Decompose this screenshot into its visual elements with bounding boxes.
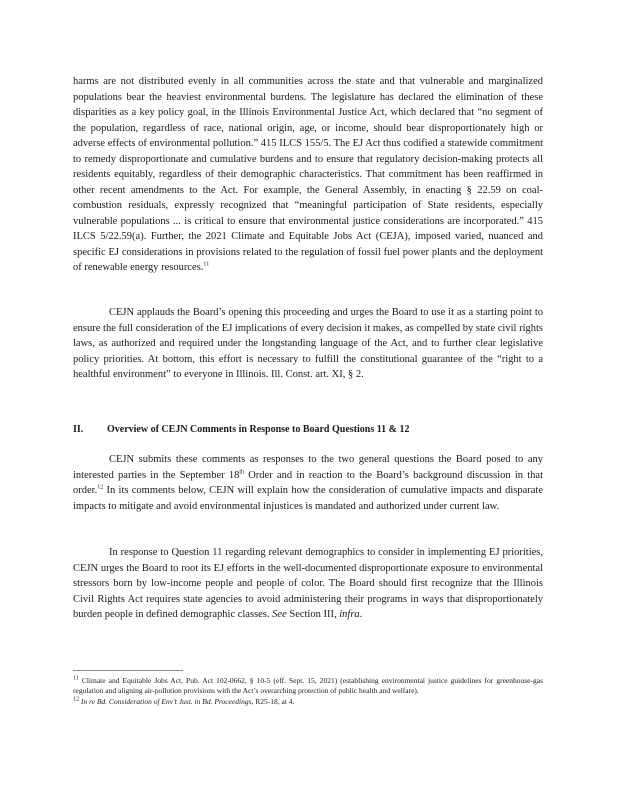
citation-signal: See xyxy=(272,609,287,620)
paragraph-text: CEJN applauds the Board’s opening this proceeding and urges the Board to use it as a starting point to ensure the full consideration of the EJ implications of every decision it makes, as compelled by state civil rights laws, as authorized and required under the longstanding language of the Act, and to further clear legislative policy priorities. At bottom, this effort is necessary to fulfill the constitutional guarantee of the “right to a healthful environment” to everyone in Illinois. Ill. Const. art. XI, § 2. xyxy=(73,307,543,380)
footnote-ref-11[interactable]: 11 xyxy=(203,261,210,268)
body-paragraph-cejn-applauds xyxy=(73,305,543,383)
body-paragraph-question-11: In response to Question 11 regarding relevant demographics to consider in implementing EJ priorities, CEJN urges the Board to root its EJ efforts in the well-documented disproportionate exposure to environmental stressors born by low-income people and people of color. The Board should first recognize that the Illinois Civil Rights Act requires state agencies to avoid administering their programs in ways that disproportionately burden people in defined demographic classes. See Section III, infra. xyxy=(73,547,543,620)
ordinal-suffix: th xyxy=(239,469,244,475)
footnote-mark: 12 xyxy=(73,696,79,703)
body-paragraph-cejn-submits xyxy=(73,452,543,514)
paragraph-text: In its comments below, CEJN will explain how the consideration of cumulative impacts and disparate impacts to mitigate and avoid environmental injustices is mandated and authorized under current law. xyxy=(73,485,543,512)
section-number: II. xyxy=(73,424,84,435)
paragraph-text: Order and in reaction to the Board’s background discussion in that order. xyxy=(73,469,543,496)
paragraph-text: CEJN submits these comments as responses to the two general questions the Board posed to any interested parties in the September 18 xyxy=(73,454,543,481)
footnote-11 xyxy=(73,676,543,696)
cross-reference-infra: infra xyxy=(339,609,360,620)
section-heading xyxy=(73,424,543,435)
cross-reference: Section III, xyxy=(289,609,337,620)
section-title: Overview of CEJN Comments in Response to Board Questions 11 & 12 xyxy=(107,424,410,435)
body-paragraph-ej-act xyxy=(73,74,543,276)
footnote-mark: 11 xyxy=(73,675,79,682)
footnote-divider xyxy=(73,670,183,671)
paragraph-text: harms are not distributed evenly in all communities across the state and that vulnerable and marginalized populations bear the heaviest environmental burdens. The legislature has declared the elimination of these disparities as a key policy goal, in the Illinois Environmental Justice Act, which declared that “no segment of the population, regardless of race, national origin, age, or income, should bear disproportionately high or adverse effects of environmental pollution.” 415 ILCS 155/5. The EJ Act thus codified a statewide commitment to remedy disproportionate and cumulative burdens and to ensure that regulatory decision-making protects all residents equitably, regardless of their demographic characteristics. That commitment has been reaffirmed in other recent amendments to the Act. For example, the General Assembly, in enacting § 22.59 on coal-combustion residuals, expressly recognized that “meaningful participation of State residents, especially vulnerable populations ... is critical to ensure that environmental justice considerations are incorporated.” 415 ILCS 5/22.59(a). Further, the 2021 Climate and Equitable Jobs Act (CEJA), imposed varied, nuanced and specific EJ considerations in provisions related to the regulation of fossil fuel power plants and the deployment of renewable energy resources. xyxy=(73,76,543,273)
footnote-text: Climate and Equitable Jobs Act, Pub. Act 102-0662, § 10-5 (eff. Sept. 15, 2021) (establishing environmental justice guidelines for greenhouse-gas regulation and aligning air-pollution provisions with the Act’s overarching protection of public health and welfare). xyxy=(73,676,543,695)
footnote-12 xyxy=(73,697,543,707)
paragraph-text: In response to Question 11 regarding relevant demographics to consider in implementing EJ priorities, CEJN urges the Board to root its EJ efforts in the well-documented disproportionate exposure to environmental stressors born by low-income people and people of color. The Board should first recognize that the Illinois Civil Rights Act requires state agencies to avoid administering their programs in ways that disproportionately burden people in defined demographic classes. xyxy=(73,547,543,620)
footnote-case-name: In re Bd. Consideration of Env’t Just. in Bd. Proceedings xyxy=(80,697,252,706)
footnotes xyxy=(73,676,543,708)
footnote-text: , R25-18, at 4. xyxy=(251,697,295,706)
footnote-ref-12[interactable]: 12 xyxy=(97,484,104,491)
